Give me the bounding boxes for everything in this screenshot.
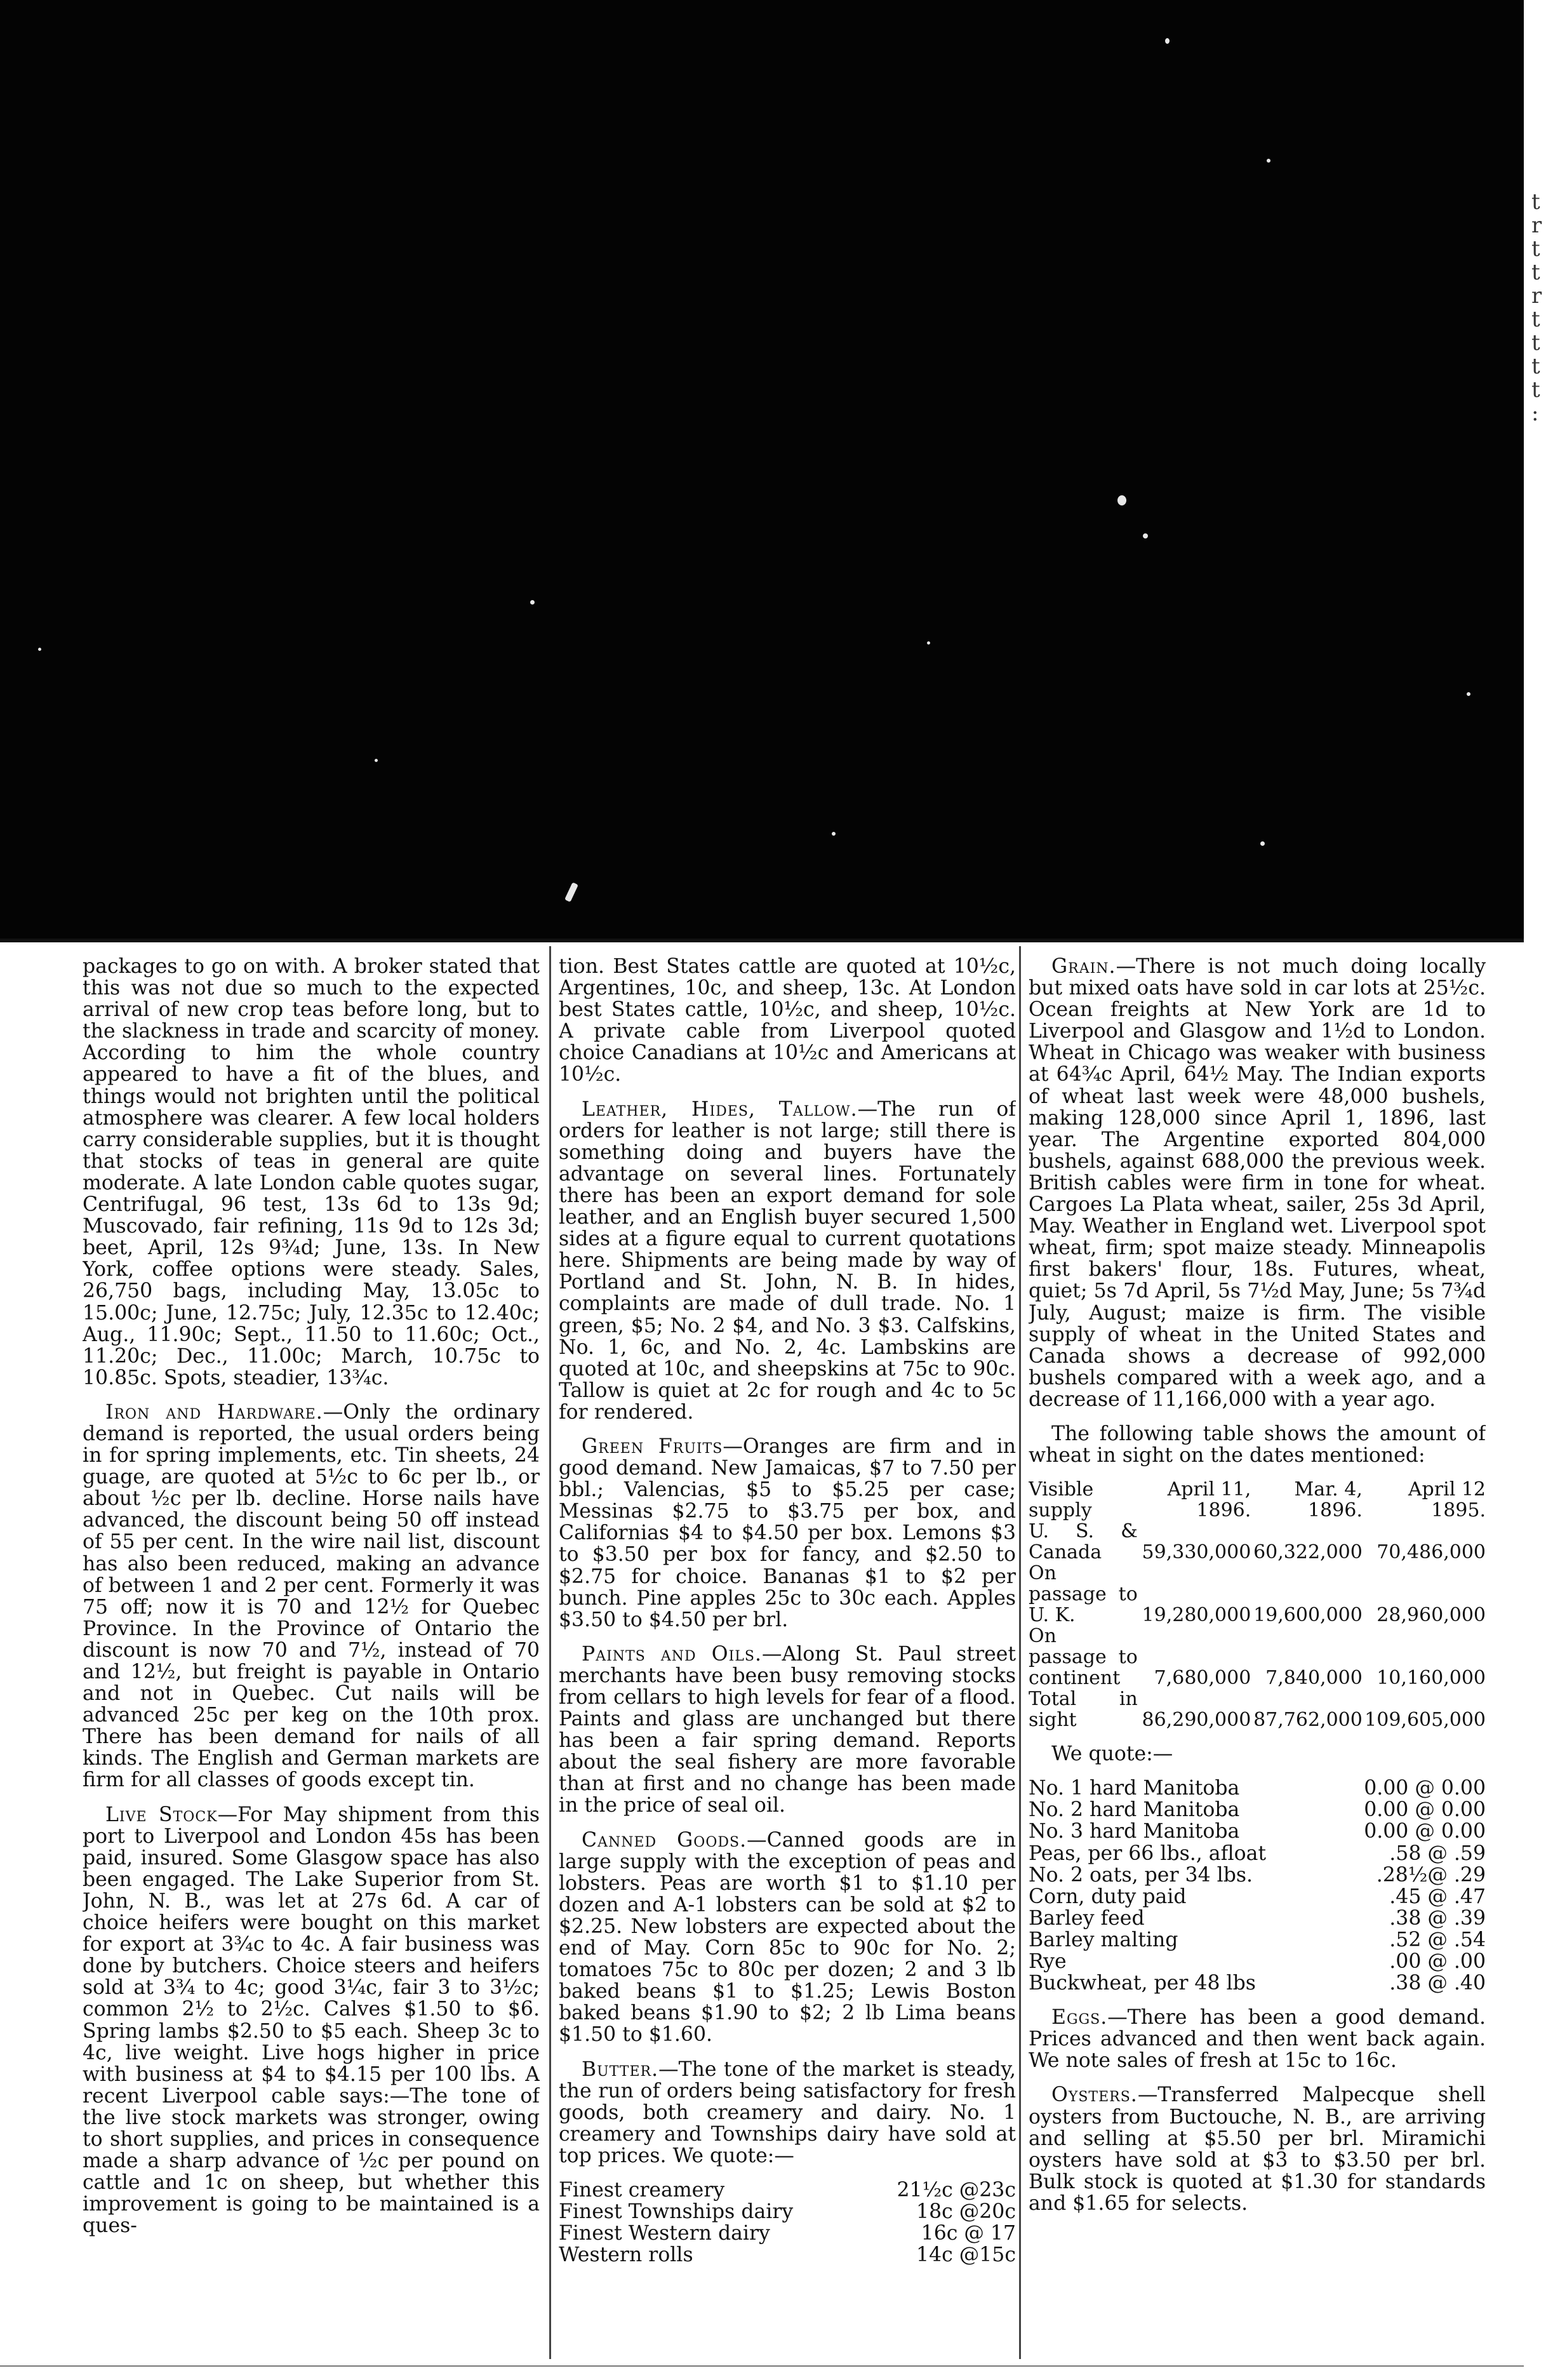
quote-label: Barley feed xyxy=(1029,1907,1145,1929)
quote-row xyxy=(1029,1821,1486,1842)
scan-speck xyxy=(1143,533,1148,538)
leather-paragraph xyxy=(559,1099,1016,1423)
quote-value: 18c @20c xyxy=(916,2200,1016,2224)
quote-value: .58 @ .59 xyxy=(1389,1842,1486,1865)
quote-row xyxy=(1029,1886,1486,1908)
quote-label: Buckwheat, per 48 lbs xyxy=(1029,1972,1256,1995)
quote-value: .52 @ .54 xyxy=(1389,1928,1486,1951)
table-row xyxy=(1029,1688,1486,1730)
scan-speck xyxy=(375,759,378,762)
section-body: —The run of orders for leather is not large; still there is something doing and buyers have the advantage on several lines. Fortunately there has been an export demand for sole leather, and an English buyer secured 1,500 sides at a figure equal to current quotations here. Shipments are being made by way of Portland and St. John, N. B. In hides, complaints are made of dull trade. No. 1 green, $5; No. 2 $4, and No. 3 $3. Calfskins, No. 1, 6c, and No. 2, 4c. Lambskins are quoted at 10c, and sheepskins at 75c to 90c. Tallow is quiet at 2c for rough and 4c to 5c for rendered. xyxy=(559,1097,1016,1424)
butter-paragraph xyxy=(559,2059,1016,2167)
quote-row xyxy=(559,2223,1016,2244)
dark-scan-band xyxy=(0,0,1524,939)
section-heading: Canned Goods. xyxy=(582,1828,747,1852)
quote-label: Finest Townships dairy xyxy=(559,2201,794,2223)
table-cell: 7,840,000 xyxy=(1265,1667,1363,1690)
canned-paragraph xyxy=(559,1829,1016,2046)
table-cell: 10,160,000 xyxy=(1377,1667,1486,1690)
scan-speck xyxy=(1267,159,1270,163)
iron-paragraph xyxy=(83,1401,540,1791)
quote-value: .00 @ .00 xyxy=(1389,1950,1486,1973)
fruits-paragraph xyxy=(559,1436,1016,1631)
quote-label: No. 2 oats, per 34 lbs. xyxy=(1029,1864,1253,1886)
section-body: —There has been a good demand. Prices advanced and then went back again. We note sales of fresh at 15c to 16c. xyxy=(1029,2006,1486,2073)
quote-value: 21½c @23c xyxy=(897,2178,1016,2202)
eggs-paragraph xyxy=(1029,2007,1486,2071)
table-cell: 7,680,000 xyxy=(1154,1667,1251,1690)
table-cell: 109,605,000 xyxy=(1364,1709,1486,1732)
quote-value: 0.00 @ 0.00 xyxy=(1364,1798,1486,1822)
section-heading: Leather, Hides, Tallow. xyxy=(582,1097,858,1121)
table-cell: 19,600,000 xyxy=(1253,1604,1363,1627)
margin-fragment: t r t t r t t t t : xyxy=(1531,189,1542,426)
table-row-label: On passage to U. K. xyxy=(1029,1562,1138,1627)
live-stock-paragraph xyxy=(83,1804,540,2237)
section-body: —The tone of the market is steady, the run of orders being satisfactory for fresh goods, both creamery and dairy. No. 1 creamery and Townships dairy have sold at top prices. We quote:— xyxy=(559,2057,1016,2167)
butter-quote-list xyxy=(559,2179,1016,2266)
quote-row xyxy=(1029,1843,1486,1864)
table-row xyxy=(1029,1626,1486,1688)
scan-speck xyxy=(832,832,836,836)
table-header: April 11, 1896. xyxy=(1167,1478,1251,1522)
section-body: —Canned goods are in large supply with the exception of peas and lobsters. Peas are worth $1 to $1.10 per dozen and A-1 lobsters can be sold at $2 to $2.25. New lobsters are expected about the end of May. Corn 85c to 90c for No. 2; tomatoes 75c to 80c per dozen; 2 and 3 lb baked beans $1 to $1.25; Lewis Boston baked beans $1.90 to $2; 2 lb Lima beans $1.50 to $1.60. xyxy=(559,1828,1016,2047)
table-header-row xyxy=(1029,1479,1486,1521)
section-body: —Along St. Paul street merchants have been busy removing stocks from cellars to high levels for fear of a flood. Paints and glass are unchanged but there has been a fair spring demand. Reports about the seal fishery are more favorable than at first and no change has been made in the price of seal oil. xyxy=(559,1642,1016,1817)
grain-paragraph xyxy=(1029,956,1486,1410)
table-row-label: Total in sight xyxy=(1029,1688,1138,1732)
quote-row xyxy=(1029,1951,1486,1972)
quote-label: Finest Western dairy xyxy=(559,2223,770,2245)
scan-speck xyxy=(38,648,41,651)
bottom-rule xyxy=(0,2365,1524,2367)
quote-label: Barley malting xyxy=(1029,1929,1178,1951)
table-header: Visible supply xyxy=(1029,1478,1094,1522)
section-heading: Eggs. xyxy=(1051,2006,1108,2029)
quote-value: 0.00 @ 0.00 xyxy=(1364,1820,1486,1843)
section-heading: Iron and Hardware. xyxy=(105,1400,323,1424)
cattle-paragraph: tion. Best States cattle are quoted at 10½c, Argentines, 10c, and sheep, 13c. At London best States cattle, 10½c, and sheep, 10½c. A private cable from Liverpool quoted choice Canadians at 10½c and Americans at 10½c. xyxy=(559,956,1016,1086)
quote-row xyxy=(559,2179,1016,2201)
quote-row xyxy=(1029,1799,1486,1821)
table-header: April 12 1895. xyxy=(1408,1478,1486,1522)
column-2 xyxy=(559,956,1016,2362)
visible-supply-table xyxy=(1029,1479,1486,1730)
quote-value: .38 @ .40 xyxy=(1389,1972,1486,1995)
quote-row xyxy=(1029,1864,1486,1886)
column-1 xyxy=(83,956,540,2362)
tea-paragraph: packages to go on with. A broker stated that this was not due so much to the expected arrival of new crop teas before long, but to the slackness in trade and scarcity of money. According to him the whole country appeared to have a fit of the blues, and things would not brighten until the political atmosphere was clearer. A few local holders carry considerable supplies, but it is thought that stocks of teas in general are quite moderate. A late London cable quotes sugar, Centrifugal, 96 test, 13s 6d to 13s 9d; Muscovado, fair refining, 11s 9d to 12s 3d; beet, April, 12s 9¾d; June, 13s. In New York, coffee options were steady. Sales, 26,750 bags, including May, 13.05c to 15.00c; June, 12.75c; July, 12.35c to 12.40c; Aug., 11.90c; Sept., 11.50 to 11.60c; Oct., 11.20c; Dec., 11.00c; March, 10.75c to 10.85c. Spots, steadier, 13¾c. xyxy=(83,956,540,1389)
table-cell: 19,280,000 xyxy=(1142,1604,1251,1627)
quote-label: No. 3 hard Manitoba xyxy=(1029,1821,1240,1843)
quote-value: 0.00 @ 0.00 xyxy=(1364,1777,1486,1800)
scan-speck xyxy=(927,641,930,645)
section-heading: Oysters. xyxy=(1051,2083,1138,2107)
oysters-paragraph xyxy=(1029,2084,1486,2214)
table-cell: 59,330,000 xyxy=(1142,1541,1251,1564)
section-body: —Only the ordinary demand is reported, the usual orders being in for spring implements, etc. Tin sheets, 24 guage, are quoted at 5½c to 6c per lb., or about ½c per lb. decline. Horse nails have advanced, the discount being 50 off instead of 55 per cent. In the wire nail list, discount has also been reduced, making an advance of between 1 and 2 per cent. Formerly it was 75 off; now it is 70 and 12½ for Quebec Province. In the Province of Ontario the discount is now 70 and 7½, instead of 70 and 12½, but freight is payable in Ontario and not in Quebec. Cut nails will be advanced 25c per keg on the 10th prox. There has been demand for nails of all kinds. The English and German markets are firm for all classes of goods except tin. xyxy=(83,1400,540,1792)
section-heading: Butter. xyxy=(582,2057,659,2081)
quote-label: Rye xyxy=(1029,1951,1067,1973)
table-header: Mar. 4, 1896. xyxy=(1294,1478,1363,1522)
column-rule xyxy=(1019,946,1021,2359)
table-cell: 60,322,000 xyxy=(1253,1541,1363,1564)
table-row-label: On passage to continent xyxy=(1029,1625,1138,1690)
quote-value: 16c @ 17 xyxy=(921,2222,1016,2245)
scan-speck xyxy=(530,600,535,605)
scan-speck xyxy=(1260,841,1265,846)
section-heading: Paints and Oils. xyxy=(582,1642,762,1666)
quote-value: .28½@ .29 xyxy=(1376,1863,1486,1887)
column-rule xyxy=(549,946,551,2359)
scan-speck xyxy=(1117,495,1126,505)
table-cell: 70,486,000 xyxy=(1377,1541,1486,1564)
section-body: —For May shipment from this port to Liverpool and London 45s has been paid, insured. Some Glasgow space has also been engaged. The Lake Superior from St. John, N. B., was let at 27s 6d. A car of choice heifers were bought on this market for export at 3¾c to 4c. A fair business was done by butchers. Choice steers and heifers sold at 3¾ to 4c; good 3¼c, fair 3 to 3½c; common 2½ to 2½c. Calves $1.50 to $6. Spring lambs $2.50 to $5 each. Sheep 3c to 4c, live weight. Live hogs higher in price with business at $4 to $4.15 per 100 lbs. A recent Liverpool cable says:—The tone of the live stock markets was stronger, owing to short supplies, and prices in consequence made a sharp advance of ½c per pound on cattle and 1c on sheep, but whether this improvement is going to be maintained is a ques- xyxy=(83,1803,540,2238)
quote-label: Peas, per 66 lbs., afloat xyxy=(1029,1842,1267,1864)
quote-value: .45 @ .47 xyxy=(1389,1885,1486,1908)
table-row xyxy=(1029,1521,1486,1563)
column-3 xyxy=(1029,956,1486,2362)
quote-row xyxy=(1029,1929,1486,1951)
quote-label: No. 2 hard Manitoba xyxy=(1029,1799,1240,1821)
quote-row xyxy=(1029,1972,1486,1994)
section-body: —Oranges are firm and in good demand. New Jamaicas, $7 to 7.50 per bbl.; Valencias, $5 to $5.25 per case; Messinas $2.75 to $3.75 per box, and Californias $4 to $4.50 per box. Lemons $3 to $3.50 per box for fancy, and $2.50 to $2.75 for choice. Bananas $1 to $2 per bunch. Pine apples 25c to 30c each. Apples $3.50 to $4.50 per brl. xyxy=(559,1434,1016,1631)
grain-quote-intro: We quote:— xyxy=(1051,1742,1173,1766)
quote-row xyxy=(559,2201,1016,2223)
section-heading: Green Fruits xyxy=(582,1434,723,1458)
quote-label: Western rolls xyxy=(559,2244,693,2266)
scan-speck xyxy=(1467,692,1470,696)
table-cell: 28,960,000 xyxy=(1377,1604,1486,1627)
quote-value: 14c @15c xyxy=(916,2243,1016,2267)
quote-row xyxy=(559,2244,1016,2266)
table-cell: 87,762,000 xyxy=(1253,1709,1363,1732)
quote-row xyxy=(1029,1908,1486,1929)
table-intro: The following table shows the amount of wheat in sight on the dates mentioned: xyxy=(1029,1422,1486,1467)
section-body: —There is not much doing locally but mixed oats have sold in car lots at 25½c. Ocean freights at New York are 1d to Liverpool and Glasgow and 1½d to London. Wheat in Chicago was weaker with business at 64¾c April, 64½ May. The Indian exports of wheat last week were 48,000 bushels, making 128,000 since April 1, 1896, last year. The Argentine exported 804,000 bushels, against 688,000 the previous week. British cables were firm in tone for wheat. Cargoes La Plata wheat, sailer, 25s 3d April, May. Weather in England wet. Liverpool spot wheat, firm; spot maize steady. Minneapolis first bakers' flour, 18s. Futures, wheat, quiet; 5s 7d April, 5s 7½d May, June; 5s 7¾d July, August; maize is firm. The visible supply of wheat in the United States and Canada shows a decrease of 992,000 bushels compared with a week ago, and a decrease of 11,166,000 with a year ago. xyxy=(1029,956,1486,1411)
scan-speck xyxy=(1165,38,1170,44)
quote-row xyxy=(1029,1777,1486,1799)
section-heading: Grain. xyxy=(1051,956,1116,978)
section-body: —Transferred Malpecque shell oysters from Buctouche, N. B., are arriving and selling at $5.50 per brl. Miramichi oysters have sold at $3 to $3.50 per brl. Bulk stock is quoted at $1.30 for standards and $1.65 for selects. xyxy=(1029,2083,1486,2215)
table-cell: 86,290,000 xyxy=(1142,1709,1251,1732)
section-heading: Live Stock xyxy=(105,1803,218,1826)
paints-paragraph xyxy=(559,1643,1016,1817)
top-rule xyxy=(0,939,1524,942)
quote-label: No. 1 hard Manitoba xyxy=(1029,1777,1240,1800)
quote-value: .38 @ .39 xyxy=(1389,1906,1486,1930)
table-row xyxy=(1029,1563,1486,1626)
quote-label: Corn, duty paid xyxy=(1029,1885,1187,1908)
table-row-label: U. S. & Canada xyxy=(1029,1520,1138,1564)
scan-speck xyxy=(564,882,578,902)
quote-label: Finest creamery xyxy=(559,2179,725,2202)
grain-quote-list xyxy=(1029,1777,1486,1994)
